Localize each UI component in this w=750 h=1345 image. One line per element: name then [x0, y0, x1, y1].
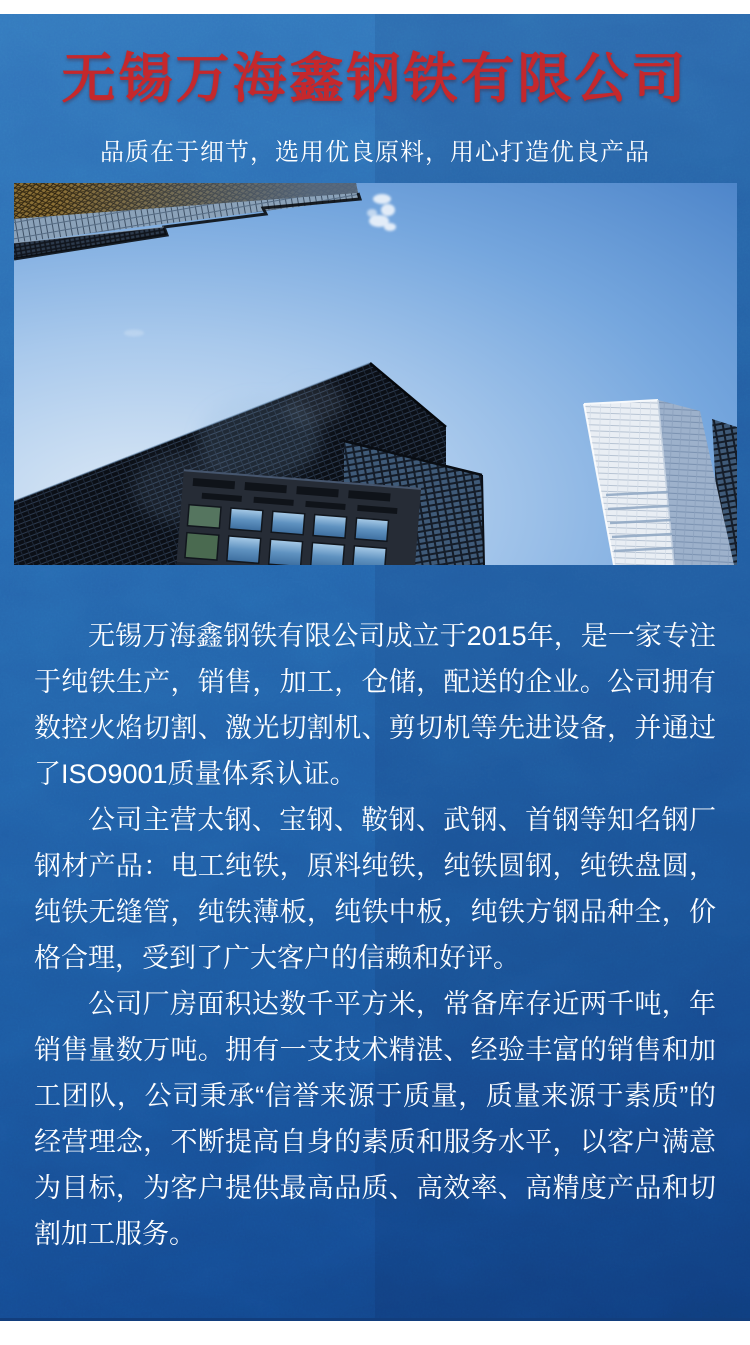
bottom-white-strip [0, 1321, 750, 1345]
intro-paragraph-3: 公司厂房面积达数千平方米，常备库存近两千吨，年销售量数万吨。拥有一支技术精湛、经验丰富的销售和加工团队，公司秉承“信誉来源于质量，质量来源于素质”的经营理念，不断提高自身的素质和服务水平，以客户满意为目标，为客户提供最高品质、高效率、高精度产品和切割加工服务。 [34, 989, 716, 1249]
company-name-title: 无锡万海鑫钢铁有限公司 [61, 49, 689, 109]
intro-paragraph-2: 公司主营太钢、宝钢、鞍钢、武钢、首钢等知名钢厂钢材产品：电工纯铁，原料纯铁，纯铁圆钢，纯铁盘圆，纯铁无缝管，纯铁薄板，纯铁中板，纯铁方钢品种全，价格合理，受到了广大客户的信赖和好评。 [34, 805, 716, 973]
top-white-strip [0, 0, 750, 14]
company-tagline: 品质在于细节，选用优良原料，用心打造优良产品 [100, 139, 650, 166]
blue-textured-panel [0, 14, 750, 1321]
company-intro-text [34, 613, 716, 1257]
skyscrapers-low-angle-photo [14, 183, 737, 565]
intro-paragraph-1: 无锡万海鑫钢铁有限公司成立于2015年，是一家专注于纯铁生产，销售，加工，仓储，配送的企业。公司拥有数控火焰切割、激光切割机、剪切机等先进设备，并通过了ISO9001质量体系认证。 [34, 621, 716, 789]
